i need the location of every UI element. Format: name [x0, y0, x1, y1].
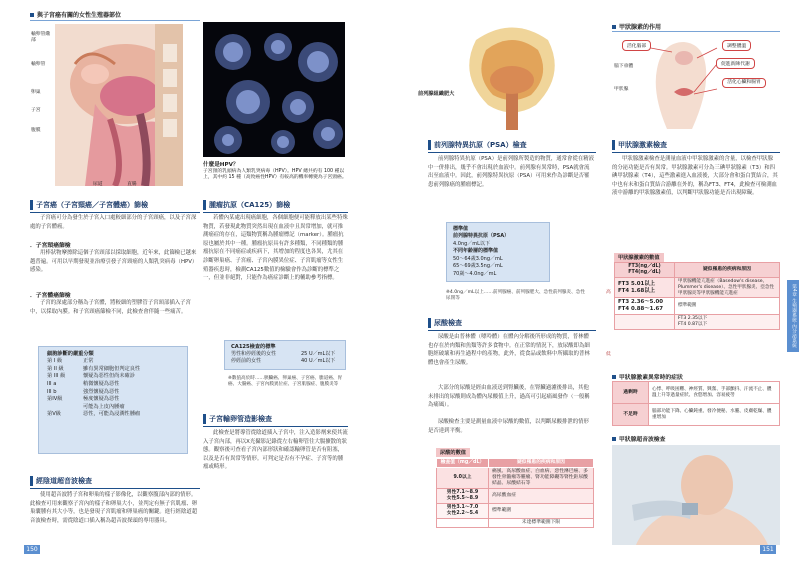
thyroid-table-row [615, 298, 780, 315]
label-uterus: 子宮 [31, 108, 41, 113]
uric-meaning: 標準範圍 [489, 504, 594, 519]
psa-standard-row: 70歲～4.0ng／mL [453, 270, 497, 277]
label-peritoneum: 腹膜 [31, 128, 41, 133]
uric-meaning: 未達標準範圍下限 [489, 519, 594, 528]
page-number-right: 151 [760, 545, 776, 554]
uric-table-header: 疑似罹患的疾病和原因 [489, 459, 594, 468]
classification-row [47, 373, 179, 381]
thyroid-value: FT3 5.01以上 FT4 1.68以上 [615, 278, 675, 298]
thyroid-label-temperature: 調整體溫 [722, 40, 751, 51]
label-urethra: 尿道 [93, 182, 103, 187]
classification-grade: 第 I 級 [47, 358, 63, 365]
classification-meaning: 極度懷疑為惡性 [83, 396, 120, 403]
uric-table-row [437, 504, 594, 519]
uric-acid-table-title: 尿酸的數值 [436, 448, 470, 457]
symptom-table-row [613, 382, 780, 404]
thyroid-ultrasound-photo [612, 445, 780, 545]
hysterosalpingography-text: 此檢查是將導管從陰道插入子宮中，注入造影劑來使其流入子宮內部，再以X光攝影記錄從左右輸卵管往大腸擴散的狀態。觀察後可查看子宮內部形狀和確認輸卵管是否有阻塞，以及是否有異常等情形。可判定是否有不孕症、子宮等的腫瘤或畸形。 [203, 430, 348, 471]
label-fimbria: 輸卵管繖部 [31, 32, 51, 43]
section-psa: 前列腺特異抗原（PSA）檢查 [428, 140, 527, 150]
page-number-left: 150 [24, 545, 40, 554]
hpv-caption [203, 160, 348, 182]
uric-value [437, 519, 489, 528]
scale-high-label: 高 [606, 290, 611, 295]
thyroid-value [615, 315, 675, 330]
symptom-condition: 過剩時 [613, 382, 649, 404]
psa-standard-box [446, 222, 550, 282]
thyroid-figure-title: 甲狀腺素的作用 [612, 22, 661, 31]
ca125-standard-box: CA125檢查的標準 男性和停經後的女性 25 U／mL以下 停經前的女性 40 U／mL以下 [224, 340, 346, 370]
ca125-value: 25 U／mL以下 [301, 351, 336, 358]
uterine-body-screening-text: 子宮的深處部分稱為子宮體，將較細的塑膠管子宮頸部插入子宮中，以採取內膜。和子宮頸癌篩檢不同，此檢查會伴隨一些痛苦。 [30, 300, 191, 315]
section-thyroid-hormone: 甲狀腺激素檢查 [612, 140, 667, 150]
scale-low-label: 低 [606, 352, 611, 357]
classification-grade: III a [47, 380, 57, 387]
uric-value: 男性7.1～8.9 女性5.5～8.9 [437, 489, 489, 504]
classification-meaning: 稍微懷疑為惡性 [83, 380, 120, 387]
symptom-table-row [613, 404, 780, 426]
classification-grade: 第 III 級 [47, 373, 66, 380]
classification-meaning: 正常 [83, 358, 94, 365]
classification-meaning: 雖有異常細胞但判定良性 [83, 365, 141, 372]
ca125-row [231, 358, 339, 365]
uric-acid-text-2: 大部分的尿酸是經由血液送到腎臟後，在腎臟過濾後排出，其他未排出的尿酸則成為體內尿酸值上升，過高可引起痛風發作（一般稱為痛風）。 [428, 385, 590, 409]
uric-table-row [437, 519, 594, 528]
psa-standard-row: 4.0ng／mL以下 [453, 240, 490, 247]
hpv-caption-text: 子宮頸的乳頭病為人類乳突病毒（HPV）。HPV 總共約有 100 種以上，其中約 15 種（高致癌性HPV）有較高的機率轉變為子宮頸癌。 [203, 169, 347, 181]
uric-value: 9.0以上 [437, 468, 489, 489]
thyroid-table-row [615, 278, 780, 298]
hpv-virus-image [203, 22, 345, 157]
cytology-classification-box: 細胞診斷的嚴重分類 第 I 級 正常 第 II 級 雖有異常細胞但判定良性 第 III 級 懷疑為惡性但尚未確診 III a 稍微懷疑為惡性 III b 強烈懷疑為惡性 第IV級 極度懷疑為惡性 可能為上皮內腫瘤 第V級 惡性，可能為浸潤性腫瘤 [38, 346, 188, 454]
thyroid-table-header: 疑似罹患的疾病和原因 [675, 263, 780, 278]
classification-row [47, 411, 179, 419]
uric-table-row [437, 489, 594, 504]
thyroid-label-heart: 活化心臟和腸胃 [722, 78, 766, 88]
section-hysterosalpingography: 子宮輸卵管造影檢查 [203, 414, 272, 424]
uterine-body-screening-heading: ．子宮體癌篩檢 [30, 293, 71, 299]
uric-acid-text-1: 尿酸是由普林體（嘌呤體）在體內分解後所形成的物質，普林體也存在於肉類和魚類等許多食物中。在正常的情況下，放尿酸即為細胞經破壞和再生過程中的產物，此外，從食品或飲料中所攝取的普林體也會產生尿酸。 [428, 334, 590, 366]
chapter-side-tab: 第4章 生殖器系統·內分泌系統 [787, 280, 799, 352]
thyroid-meaning: 甲狀腺機能亢進症（Basedow's disease、Plummer's disease）、急性甲狀腺炎、亞急性甲狀腺炎等甲狀腺機能亢進症 [675, 278, 780, 298]
ca125-group: 男性和停經後的女性 [231, 351, 277, 358]
ca125-note: ※數值高於時……胰臟癌、卵巢癌、子宮癌、膽道癌、胃癌、大腸癌、子宮內膜異位症、子宮肌腺症、腹膜炎等 [228, 376, 343, 387]
prostate-figure [456, 20, 568, 130]
uric-acid-table [436, 458, 594, 528]
classification-row [47, 381, 179, 389]
classification-meaning: 可能為上皮內腫瘤 [83, 403, 125, 410]
psa-standard-row: 前列腺特異抗原（PSA） [453, 233, 510, 239]
hpv-caption-title: 什麼是HPV？ [203, 162, 239, 168]
psa-standard-row: 50～64歲3.0ng／mL [453, 255, 503, 262]
thyroid-table-header: FT3(ng／dL) FT4(ng／dL) [615, 263, 675, 278]
thyroid-meaning: 標準範圍 [675, 298, 780, 315]
section-transvaginal-ultrasound: 經陰道超音波檢查 [30, 476, 92, 486]
cervical-screening-heading: ．子宮頸癌篩檢 [30, 243, 71, 249]
thyroid-meaning: FT3 2.35以下 FT4 0.87以下 [675, 315, 780, 330]
classification-grade: 第 II 級 [47, 365, 64, 372]
thyroid-value: FT3 2.36～5.00 FT4 0.88～1.67 [615, 298, 675, 315]
label-ovary: 卵巢 [31, 90, 41, 95]
section-uterine-cancer: 子宮癌（子宮頸癌／子宮體癌）篩檢 [30, 200, 148, 210]
thyroid-table-title: 甲狀腺激素的數值 [614, 253, 664, 262]
uric-table-row [437, 468, 594, 489]
thyroid-label-pituitary: 腦下垂體 [614, 64, 634, 69]
classification-grade: III b [47, 388, 57, 395]
uric-acid-text-3: 尿酸檢查主要是測量血液中尿酸的數值，以判斷尿酸排泄的情形是否達到平衡。 [428, 419, 589, 434]
classification-meaning: 強烈懷疑為惡性 [83, 388, 120, 395]
thyroid-ultrasound-title: 甲狀腺超音波檢查 [612, 434, 665, 443]
psa-text: 前列腺特異抗原（PSA）是前列腺所製造的物質，通常會從在精液中一併排出，幾乎不會出現於血液中。前列腺有異常時，PSA就會流出至血液中。因此，前列腺特異抗原（PSA）可用來作為診斷是否罹患前列腺癌的腫瘤標記。 [428, 156, 595, 188]
symptom-table [612, 381, 780, 426]
uric-meaning: 痛風、高尿酸血症、白血病、惡性淋巴癌、多發性骨髓瘤等腫瘤、腎功能障礙等腎性鉅尿酸結晶、尿酸結石等 [489, 468, 594, 489]
classification-row [47, 396, 179, 404]
uric-meaning: 高尿酸血症 [489, 489, 594, 504]
section-ca125: 腫瘤抗原（CA125）篩檢 [203, 200, 290, 210]
thyroid-label-thyroid: 甲狀腺 [614, 87, 629, 92]
thyroid-hormone-text: 甲狀腺激素檢查是測量血液中甲狀腺激素的含量，以檢查甲狀腺的分泌功能是否有異常。甲狀腺激素可分為三碘甲狀腺素（T3）和四碘甲狀腺素（T4），這些激素進入血液後，大部分會和蛋白質結合，其中也有未和蛋白質結合游離在外的，稱為FT3、FT4，此檢查可檢測血液中游離的甲狀腺激素值，以判斷甲狀腺功能是否出現障礙。 [612, 156, 778, 197]
classification-meaning: 懷疑為惡性但尚未確診 [83, 373, 135, 380]
classification-row [47, 358, 179, 366]
psa-standard-row: 不同年齡層的標準值 [453, 248, 499, 255]
thyroid-label-brain: 活化腦部 [622, 40, 651, 51]
uric-table-header: 檢查值（mg／dL） [437, 459, 489, 468]
label-fallopian-tube: 輸卵管 [31, 62, 46, 67]
symptom-condition: 不足時 [613, 404, 649, 426]
thyroid-table-row [615, 315, 780, 330]
ca125-text: 若體內某處出現癌細胞，各個細胞便可能釋放出某些特殊物質，若發現此物質突然出現在血液中且異常增加，就可推測癌症的存在，這類物質稱為腫瘤標記（marker）。腫瘤抗原也屬於其中一種。腫瘤抗原具有許多種類，不同種類的腫瘤抗原在不同癌症或疾病下，其增加的程度也各異，尤其在診斷卵巢癌、子宮癌、子宮內膜異位症、子宮肌瘤等女性生殖器疾患時，檢測CA125數值的檢驗會作為診斷的標準之一，但並非絕對，只能作為癌症診斷上的輔助參考指標。 [203, 215, 348, 282]
psa-note: ※4.0ng／mL以上……前列腺癌、前列腺肥大、急性前列腺炎、急性尿閉等 [446, 290, 585, 301]
psa-standard-row: 65～69歲3.5ng／mL [453, 263, 503, 270]
uric-value: 男性3.1～7.0 女性2.2～5.4 [437, 504, 489, 519]
classification-meaning: 惡性，可能為浸潤性腫瘤 [83, 411, 141, 418]
anatomy-figure-title: 與子宮癌有關的女性生殖器部位 [30, 10, 121, 19]
thyroid-table [614, 262, 780, 330]
transvaginal-ultrasound-text: 使用超音波將子宮和卵巢的樣子影像化，以觀察腹部內部的情形。此檢查可用來觀察子宮內的樣子和卵巢大小，並判定有無子宮肌瘤、卵巢囊腫有其大小等，也是發現子宮肌瘤和卵巢癌的關鍵。進行經陰道超音波檢查時，需從陰道口插入稱為超音波探頭的專用器具。 [30, 492, 198, 524]
uterine-cancer-intro: 子宮癌可分為發生於子宮入口處較細部分的子宮頸癌，以及子宮深處的子宮體癌。 [30, 215, 197, 230]
symptom-table-title: 甲狀腺激素異常時的症狀 [612, 372, 683, 381]
classification-grade: 第V級 [47, 411, 61, 418]
section-uric-acid: 尿酸檢查 [428, 318, 462, 328]
prostate-figure-label: 前列腺組織肥大 [418, 91, 455, 97]
ca125-group: 停經前的女性 [231, 358, 262, 365]
cervical-screening-text: 用棒狀物摩擦除這個子宮頸部以採取細胞，近年來，此篩檢已越來越普遍。可用以早期發現並治療引發子宮頸癌的人類乳突病毒（HPV）感染。 [30, 250, 198, 274]
symptom-description: 腦部功能下降、心臟鈍重、發冷便秘、水腫、皮膚乾燥、體重增加 [649, 404, 780, 426]
label-rectum: 直腸 [127, 182, 137, 187]
ca125-value: 40 U／mL以下 [301, 358, 336, 365]
classification-grade: 第IV級 [47, 396, 63, 403]
female-reproductive-anatomy-figure [55, 24, 183, 186]
symptom-description: 心悸、呼吸困難、神經質、興奮、手部顫抖、汗流不止、體溫上升等過量症狀、食慾增加、容易疲勞 [649, 382, 780, 404]
psa-standard-title: 標準值 [453, 226, 469, 232]
thyroid-label-metabolism: 促進新陳代謝 [716, 58, 755, 69]
